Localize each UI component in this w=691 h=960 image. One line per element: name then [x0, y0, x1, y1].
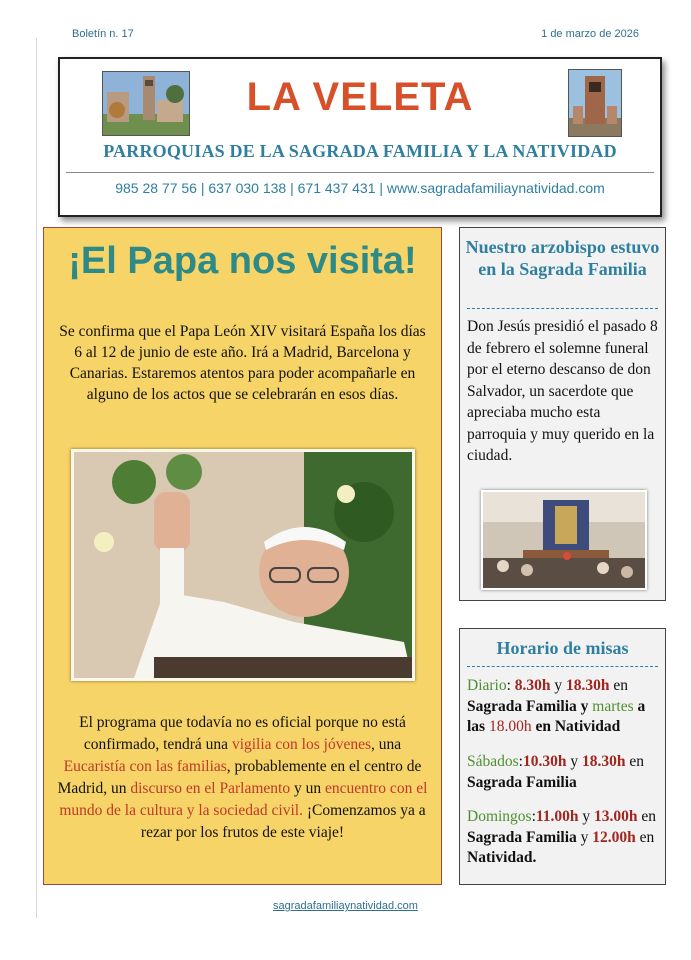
daily-tuesdays: martes [588, 697, 634, 715]
saturday-place: Sagrada Familia [467, 773, 577, 791]
daily-in-1: en [609, 677, 629, 694]
saturday-in: en [625, 753, 644, 770]
daily-and: y [550, 677, 567, 694]
issue-date: 1 de marzo de 2026 [541, 28, 639, 40]
archbishop-body: Don Jesús presidió el pasado 8 de febrero el solemne funeral por el eterno descanso de don Salvador, un sacerdote que apreciaba mucho esta parroquia y muy querido en la ciudad. [467, 318, 658, 464]
sunday-in-1: en [637, 808, 657, 825]
sunday-colon: : [531, 808, 536, 825]
sunday-and-1: y [578, 808, 595, 825]
daily-place-2: en Natividad [531, 718, 621, 735]
daily-time-3: 18.00h [488, 718, 532, 735]
saturday-mass [467, 752, 661, 793]
mass-schedule-divider [467, 666, 658, 667]
newsletter-title: LA VELETA [246, 75, 474, 119]
program-text-5: ¡Comenzamos ya a rezar por los frutos de este viaje! [140, 802, 426, 841]
daily-colon: : [506, 677, 515, 694]
sunday-place-1: Sagrada Familia [467, 828, 577, 846]
saturday-label: Sábados [467, 753, 519, 770]
footer-website-link[interactable]: sagradafamiliaynatividad.com [273, 900, 418, 912]
sunday-place-2: Natividad. [467, 849, 537, 866]
main-article-program [52, 712, 433, 844]
saturday-and: y [566, 753, 582, 770]
main-article-title: ¡El Papa nos visita! [68, 240, 417, 282]
main-article [43, 227, 442, 885]
program-youth-vigil: vigilia con los jóvenes [231, 736, 371, 753]
mass-schedule-box [459, 628, 666, 885]
program-parliament-speech: discurso en el Parlamento [130, 780, 291, 797]
main-article-intro: Se confirma que el Papa León XIV visitará España los días 6 al 12 de junio de este año. Irá a Madrid, Barcelona y Canarias. Estaremos atentos para poder acompañarle en alguno de los actos que se celebrarán en esos días. [59, 323, 426, 403]
sunday-and-2: y [576, 828, 593, 846]
page-margin-rule [36, 38, 37, 918]
saturday-colon: : [518, 753, 523, 770]
saturday-time-1: 10.30h [522, 753, 567, 770]
daily-at: a las [467, 697, 646, 735]
program-family-eucharist: Eucaristía con las familias [63, 758, 227, 775]
sunday-time-3: 12.00h [592, 828, 636, 846]
daily-place-1: Sagrada Familia y [467, 697, 589, 715]
sunday-time-2: 13.00h [594, 808, 638, 825]
church-interior-photo [481, 490, 647, 590]
daily-mass [467, 676, 661, 738]
daily-time-1: 8.30h [514, 677, 551, 694]
newsletter-subtitle: PARROQUIAS DE LA SAGRADA FAMILIA Y LA NATIVIDAD [103, 141, 617, 161]
sunday-mass [467, 807, 661, 869]
contact-line: 985 28 77 56 | 637 030 138 | 671 437 431 | www.sagradafamiliaynatividad.com [115, 180, 605, 196]
archbishop-divider [467, 308, 658, 309]
program-text-3: , probablemente en el centro de Madrid, un [57, 758, 422, 797]
archbishop-title: Nuestro arzobispo estuvo en la Sagrada Familia [465, 237, 660, 279]
daily-time-2: 18.30h [566, 677, 610, 694]
pope-photo [71, 449, 415, 681]
program-text-4: y un [290, 780, 325, 797]
issue-number: Boletín n. 17 [72, 28, 134, 40]
sunday-time-1: 11.00h [535, 808, 579, 825]
daily-label: Diario [467, 677, 507, 694]
program-text-2: , una [370, 736, 402, 753]
sunday-in-2: en [635, 828, 655, 846]
archbishop-box [459, 227, 666, 601]
mass-schedule-title: Horario de misas [496, 638, 629, 658]
masthead-divider [66, 172, 654, 173]
masthead [58, 57, 662, 217]
sunday-label: Domingos [467, 808, 532, 825]
program-text-1: El programa que todavía no es oficial porque no está confirmado, tendrá una [79, 714, 406, 753]
saturday-time-2: 18.30h [581, 753, 626, 770]
program-culture-meeting: encuentro con el mundo de la cultura y la sociedad civil. [59, 780, 428, 819]
